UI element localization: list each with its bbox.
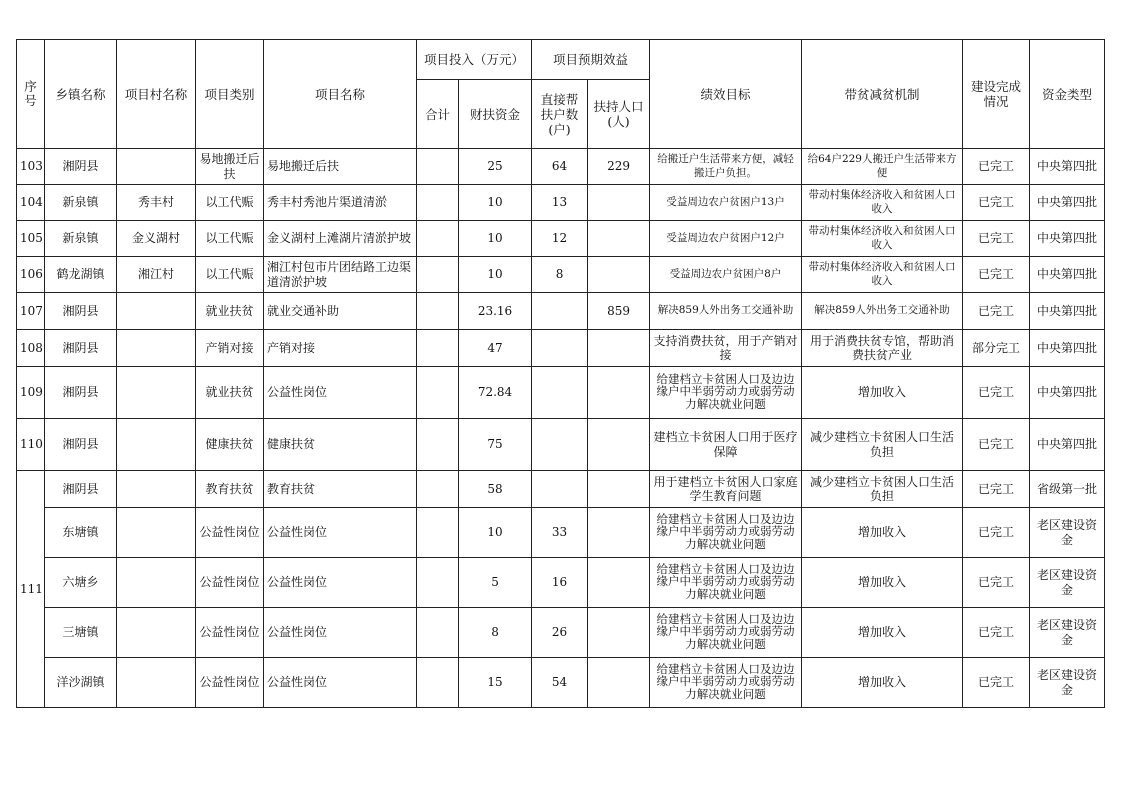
cell-households <box>532 367 588 419</box>
cell-category: 产销对接 <box>196 330 264 367</box>
cell-category: 健康扶贫 <box>196 419 264 471</box>
cell-category: 就业扶贫 <box>196 367 264 419</box>
cell-status: 已完工 <box>963 221 1030 257</box>
cell-total <box>417 608 459 658</box>
cell-status: 已完工 <box>963 508 1030 558</box>
cell-fund-type: 中央第四批 <box>1030 293 1105 330</box>
cell-category: 公益性岗位 <box>196 558 264 608</box>
cell-total <box>417 185 459 221</box>
cell-fund-type: 中央第四批 <box>1030 257 1105 293</box>
cell-town: 湘阴县 <box>45 330 117 367</box>
cell-name: 公益性岗位 <box>264 608 417 658</box>
table-row <box>17 330 1105 367</box>
cell-fund-type: 老区建设资金 <box>1030 508 1105 558</box>
cell-population <box>588 330 650 367</box>
table-row <box>17 558 1105 608</box>
cell-mechanism: 减少建档立卡贫困人口生活负担 <box>802 471 963 508</box>
cell-target-text: 给建档立卡贫困人口及边边缘户中半弱劳动力或弱劳动力解决就业问题 <box>656 562 795 602</box>
cell-households: 13 <box>532 185 588 221</box>
cell-village <box>117 508 196 558</box>
cell-mechanism: 增加收入 <box>802 367 963 419</box>
cell-category: 以工代赈 <box>196 221 264 257</box>
cell-village: 湘江村 <box>117 257 196 293</box>
cell-population <box>588 257 650 293</box>
cell-total <box>417 257 459 293</box>
cell-total <box>417 149 459 185</box>
cell-town: 六塘乡 <box>45 558 117 608</box>
cell-fund-type: 中央第四批 <box>1030 330 1105 367</box>
cell-total <box>417 508 459 558</box>
header-mechanism: 带贫减贫机制 <box>802 40 963 149</box>
cell-target: 解决859人外出务工交通补助 <box>650 293 802 330</box>
cell-name: 健康扶贫 <box>264 419 417 471</box>
cell-village <box>117 419 196 471</box>
cell-mechanism: 增加收入 <box>802 658 963 708</box>
cell-seq: 109 <box>17 367 45 419</box>
header-population: 扶持人口(人) <box>588 80 650 149</box>
table-row <box>17 257 1105 293</box>
cell-town: 湘阴县 <box>45 293 117 330</box>
project-table <box>16 39 1105 708</box>
cell-town: 洋沙湖镇 <box>45 658 117 708</box>
cell-town: 湘阴县 <box>45 149 117 185</box>
cell-town: 三塘镇 <box>45 608 117 658</box>
header-fund-type: 资金类型 <box>1030 40 1105 149</box>
cell-target <box>650 558 802 608</box>
header-town: 乡镇名称 <box>45 40 117 149</box>
cell-mechanism: 带动村集体经济收入和贫困人口收入 <box>802 257 963 293</box>
cell-village <box>117 658 196 708</box>
cell-town: 湘阴县 <box>45 419 117 471</box>
cell-fund-type: 中央第四批 <box>1030 221 1105 257</box>
cell-village <box>117 149 196 185</box>
cell-fund: 23.16 <box>459 293 532 330</box>
cell-target: 建档立卡贫困人口用于医疗保障 <box>650 419 802 471</box>
cell-village <box>117 367 196 419</box>
cell-population: 859 <box>588 293 650 330</box>
header-row-top <box>17 40 1105 80</box>
cell-target-text: 给建档立卡贫困人口及边边缘户中半弱劳动力或弱劳动力解决就业问题 <box>656 612 795 652</box>
cell-seq: 110 <box>17 419 45 471</box>
cell-target: 用于建档立卡贫困人口家庭学生教育问题 <box>650 471 802 508</box>
cell-town: 新泉镇 <box>45 221 117 257</box>
table-row <box>17 149 1105 185</box>
cell-households <box>532 330 588 367</box>
table-row <box>17 221 1105 257</box>
cell-target <box>650 658 802 708</box>
table-row <box>17 367 1105 419</box>
cell-category: 公益性岗位 <box>196 608 264 658</box>
cell-fund: 72.84 <box>459 367 532 419</box>
cell-fund-type: 中央第四批 <box>1030 185 1105 221</box>
cell-status: 已完工 <box>963 185 1030 221</box>
cell-population <box>588 558 650 608</box>
header-name: 项目名称 <box>264 40 417 149</box>
cell-village <box>117 293 196 330</box>
cell-population: 229 <box>588 149 650 185</box>
table-row <box>17 185 1105 221</box>
cell-name: 就业交通补助 <box>264 293 417 330</box>
cell-total <box>417 293 459 330</box>
cell-status: 已完工 <box>963 608 1030 658</box>
cell-population <box>588 608 650 658</box>
table-row <box>17 419 1105 471</box>
cell-village <box>117 558 196 608</box>
cell-status: 已完工 <box>963 293 1030 330</box>
header-status: 建设完成情况 <box>963 40 1030 149</box>
header-fund: 财扶资金 <box>459 80 532 149</box>
cell-fund-type: 老区建设资金 <box>1030 558 1105 608</box>
cell-mechanism: 给64户229人搬迁户生活带来方便 <box>802 149 963 185</box>
header-seq: 序号 <box>17 40 45 149</box>
table-row <box>17 608 1105 658</box>
cell-fund: 10 <box>459 185 532 221</box>
cell-name: 教育扶贫 <box>264 471 417 508</box>
cell-village <box>117 330 196 367</box>
cell-target: 支持消费扶贫，用于产销对接 <box>650 330 802 367</box>
cell-total <box>417 419 459 471</box>
cell-fund-type: 老区建设资金 <box>1030 658 1105 708</box>
table-row <box>17 508 1105 558</box>
cell-fund-type: 省级第一批 <box>1030 471 1105 508</box>
cell-target <box>650 367 802 419</box>
cell-target: 受益周边农户贫困户8户 <box>650 257 802 293</box>
cell-fund: 75 <box>459 419 532 471</box>
cell-target: 给搬迁户生活带来方便，减轻搬迁户负担。 <box>650 149 802 185</box>
cell-seq: 103 <box>17 149 45 185</box>
cell-fund-type: 中央第四批 <box>1030 367 1105 419</box>
cell-village: 金义湖村 <box>117 221 196 257</box>
cell-mechanism: 解决859人外出务工交通补助 <box>802 293 963 330</box>
cell-town: 鹤龙湖镇 <box>45 257 117 293</box>
cell-name: 公益性岗位 <box>264 508 417 558</box>
cell-village <box>117 471 196 508</box>
cell-name: 公益性岗位 <box>264 658 417 708</box>
cell-category: 公益性岗位 <box>196 658 264 708</box>
cell-population <box>588 185 650 221</box>
cell-total <box>417 330 459 367</box>
cell-category: 公益性岗位 <box>196 508 264 558</box>
cell-households <box>532 471 588 508</box>
cell-households: 64 <box>532 149 588 185</box>
cell-village: 秀丰村 <box>117 185 196 221</box>
table-row <box>17 293 1105 330</box>
cell-seq: 106 <box>17 257 45 293</box>
cell-target-text: 给建档立卡贫困人口及边边缘户中半弱劳动力或弱劳动力解决就业问题 <box>656 372 795 412</box>
cell-target: 受益周边农户贫困户12户 <box>650 221 802 257</box>
cell-name: 湘江村包市片团结路工边渠道清淤护坡 <box>264 257 417 293</box>
cell-households: 8 <box>532 257 588 293</box>
cell-name: 易地搬迁后扶 <box>264 149 417 185</box>
cell-status: 已完工 <box>963 257 1030 293</box>
cell-category: 以工代赈 <box>196 257 264 293</box>
cell-total <box>417 658 459 708</box>
cell-population <box>588 508 650 558</box>
cell-seq: 107 <box>17 293 45 330</box>
cell-status: 已完工 <box>963 419 1030 471</box>
cell-status: 已完工 <box>963 658 1030 708</box>
cell-population <box>588 221 650 257</box>
cell-population <box>588 658 650 708</box>
cell-households: 33 <box>532 508 588 558</box>
cell-status: 已完工 <box>963 558 1030 608</box>
cell-seq: 105 <box>17 221 45 257</box>
header-total: 合计 <box>417 80 459 149</box>
cell-fund-type: 中央第四批 <box>1030 149 1105 185</box>
cell-households: 16 <box>532 558 588 608</box>
header-investment: 项目投入（万元） <box>417 40 532 80</box>
cell-category: 以工代赈 <box>196 185 264 221</box>
table-row <box>17 471 1105 508</box>
header-benefit: 项目预期效益 <box>532 40 650 80</box>
cell-households: 54 <box>532 658 588 708</box>
cell-village <box>117 608 196 658</box>
cell-target <box>650 608 802 658</box>
cell-name: 公益性岗位 <box>264 367 417 419</box>
cell-population <box>588 419 650 471</box>
cell-fund: 15 <box>459 658 532 708</box>
header-category: 项目类别 <box>196 40 264 149</box>
cell-mechanism: 带动村集体经济收入和贫困人口收入 <box>802 185 963 221</box>
cell-fund: 58 <box>459 471 532 508</box>
cell-fund: 10 <box>459 508 532 558</box>
cell-name: 金义湖村上滩湖片清淤护坡 <box>264 221 417 257</box>
cell-name: 公益性岗位 <box>264 558 417 608</box>
cell-category: 教育扶贫 <box>196 471 264 508</box>
cell-total <box>417 558 459 608</box>
cell-category: 易地搬迁后扶 <box>196 149 264 185</box>
cell-fund: 10 <box>459 221 532 257</box>
cell-population <box>588 471 650 508</box>
cell-target <box>650 508 802 558</box>
cell-total <box>417 367 459 419</box>
cell-seq: 108 <box>17 330 45 367</box>
cell-total <box>417 471 459 508</box>
cell-households: 26 <box>532 608 588 658</box>
cell-households <box>532 419 588 471</box>
cell-name: 秀丰村秀池片渠道清淤 <box>264 185 417 221</box>
cell-status: 已完工 <box>963 367 1030 419</box>
header-target: 绩效目标 <box>650 40 802 149</box>
cell-status: 部分完工 <box>963 330 1030 367</box>
cell-name: 产销对接 <box>264 330 417 367</box>
cell-target-text: 给建档立卡贫困人口及边边缘户中半弱劳动力或弱劳动力解决就业问题 <box>656 512 795 552</box>
cell-category: 就业扶贫 <box>196 293 264 330</box>
cell-fund: 8 <box>459 608 532 658</box>
cell-population <box>588 367 650 419</box>
cell-fund: 10 <box>459 257 532 293</box>
cell-mechanism: 用于消费扶贫专馆，帮助消费扶贫产业 <box>802 330 963 367</box>
cell-status: 已完工 <box>963 471 1030 508</box>
cell-households: 12 <box>532 221 588 257</box>
cell-target-text: 给建档立卡贫困人口及边边缘户中半弱劳动力或弱劳动力解决就业问题 <box>656 662 795 702</box>
header-households: 直接帮扶户数(户) <box>532 80 588 149</box>
cell-fund-type: 老区建设资金 <box>1030 608 1105 658</box>
cell-status: 已完工 <box>963 149 1030 185</box>
cell-seq: 104 <box>17 185 45 221</box>
cell-fund-type: 中央第四批 <box>1030 419 1105 471</box>
cell-target: 受益周边农户贫困户13户 <box>650 185 802 221</box>
cell-mechanism: 减少建档立卡贫困人口生活负担 <box>802 419 963 471</box>
cell-mechanism: 带动村集体经济收入和贫困人口收入 <box>802 221 963 257</box>
cell-fund: 47 <box>459 330 532 367</box>
cell-mechanism: 增加收入 <box>802 508 963 558</box>
cell-total <box>417 221 459 257</box>
cell-fund: 25 <box>459 149 532 185</box>
table-row <box>17 658 1105 708</box>
cell-town: 新泉镇 <box>45 185 117 221</box>
cell-households <box>532 293 588 330</box>
cell-town: 湘阴县 <box>45 471 117 508</box>
cell-mechanism: 增加收入 <box>802 558 963 608</box>
cell-seq: 111 <box>17 471 45 708</box>
cell-mechanism: 增加收入 <box>802 608 963 658</box>
header-village: 项目村名称 <box>117 40 196 149</box>
cell-town: 东塘镇 <box>45 508 117 558</box>
cell-fund: 5 <box>459 558 532 608</box>
cell-town: 湘阴县 <box>45 367 117 419</box>
